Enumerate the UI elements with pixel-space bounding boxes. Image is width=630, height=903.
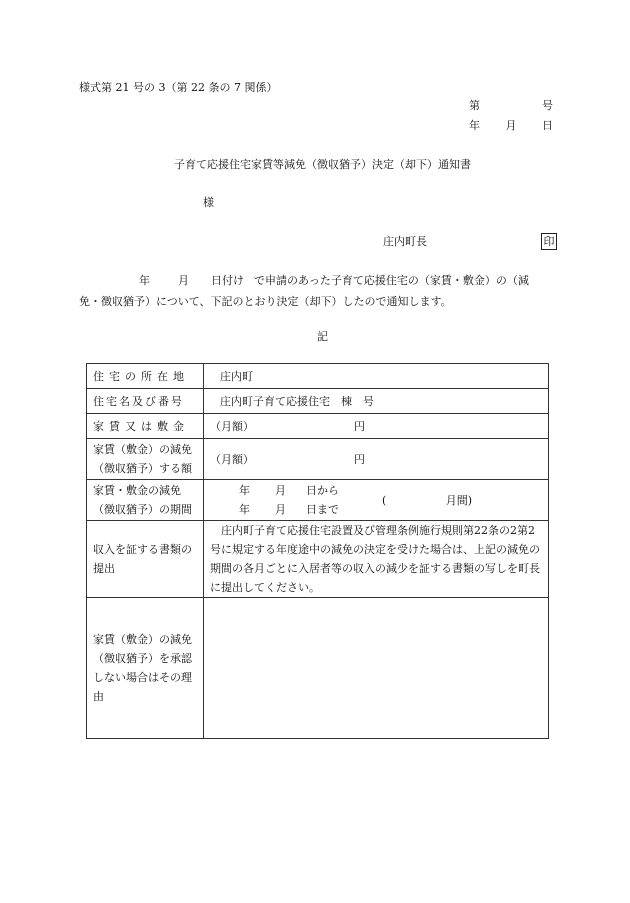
table-row [87,480,549,521]
body-line1-rest: で申請のあった子育て応援住宅の（家賃・敷金）の（減 [254,274,529,287]
value-reduction-period [204,480,549,521]
seal-mark: 印 [541,233,557,250]
from-year: 年 [239,484,250,497]
from-month: 月 [275,484,286,497]
table-row [87,389,549,414]
ki-heading: 記 [317,330,328,343]
table-row [87,598,549,739]
table-row [87,414,549,439]
date-day: 日 [542,119,553,132]
period-dates [210,481,382,519]
from-day: 日から [306,484,339,497]
label-rent-or-deposit: 家賃又は敷金 [87,414,204,439]
table-row [87,521,549,598]
document-number [469,99,553,113]
yen-suffix: 円 [354,452,365,466]
to-day: 日まで [306,503,339,516]
label-income-proof: 収入を証する書類の提出 [87,521,204,598]
issuer-name: 庄内町長 [383,235,427,248]
label-reduction-amount: 家賃（敷金）の減免（徴収猶予）する額 [87,439,204,480]
to-year: 年 [239,503,250,516]
label-rejection-reason: 家賃（敷金）の減免（徴収猶予）を承認しない場合はその理由 [87,598,204,739]
table-row [87,364,549,389]
body-year: 年 [139,274,150,287]
to-month: 月 [275,503,286,516]
document-number-prefix: 第 [469,99,480,112]
addressee-suffix: 様 [203,196,214,209]
value-income-proof: 庄内町子育て応援住宅設置及び管理条例施行規則第22条の2第2号に規定する年度途中の減免の決定を受けた場合は、上記の減免の期間の各月ごとに入居者等の収入の減少を証する書類の写しを町長に提出してください。 [204,521,549,598]
detail-table [86,363,549,739]
label-housing-name: 住宅名及び番号 [87,389,204,414]
notice-body-line-1 [79,270,553,291]
form-number: 様式第 21 号の 3（第 22 条の 7 関係） [79,81,278,94]
notice-body [79,270,553,312]
yen-suffix: 円 [354,419,365,433]
document-title: 子育て応援住宅家賃等減免（徴収猶予）決定（却下）通知書 [174,158,471,171]
value-rent-or-deposit [204,414,549,439]
monthly-prefix: （月額） [210,452,254,466]
value-rejection-reason [204,598,549,739]
label-location: 住宅の所在地 [87,364,204,389]
date-year: 年 [469,119,480,132]
body-date-suffix: 日付け [211,274,244,287]
label-reduction-period: 家賃・敷金の減免（徴収猶予）の期間 [87,480,204,521]
value-location: 庄内町 [204,364,549,389]
monthly-prefix: （月額） [210,419,254,433]
value-reduction-amount [204,439,549,480]
months-open: ( [382,493,387,507]
notice-body-line-2: 免・徴収猶予）について、下記のとおり決定（却下）したので通知します。 [79,295,452,308]
date-month: 月 [505,119,517,132]
document-date [469,119,553,133]
period-months [382,491,472,510]
months-label: 月間) [445,493,472,507]
body-month: 月 [178,274,189,287]
document-number-suffix: 号 [542,99,553,112]
value-housing-name: 庄内町子育て応援住宅 棟 号 [204,389,549,414]
table-row [87,439,549,480]
